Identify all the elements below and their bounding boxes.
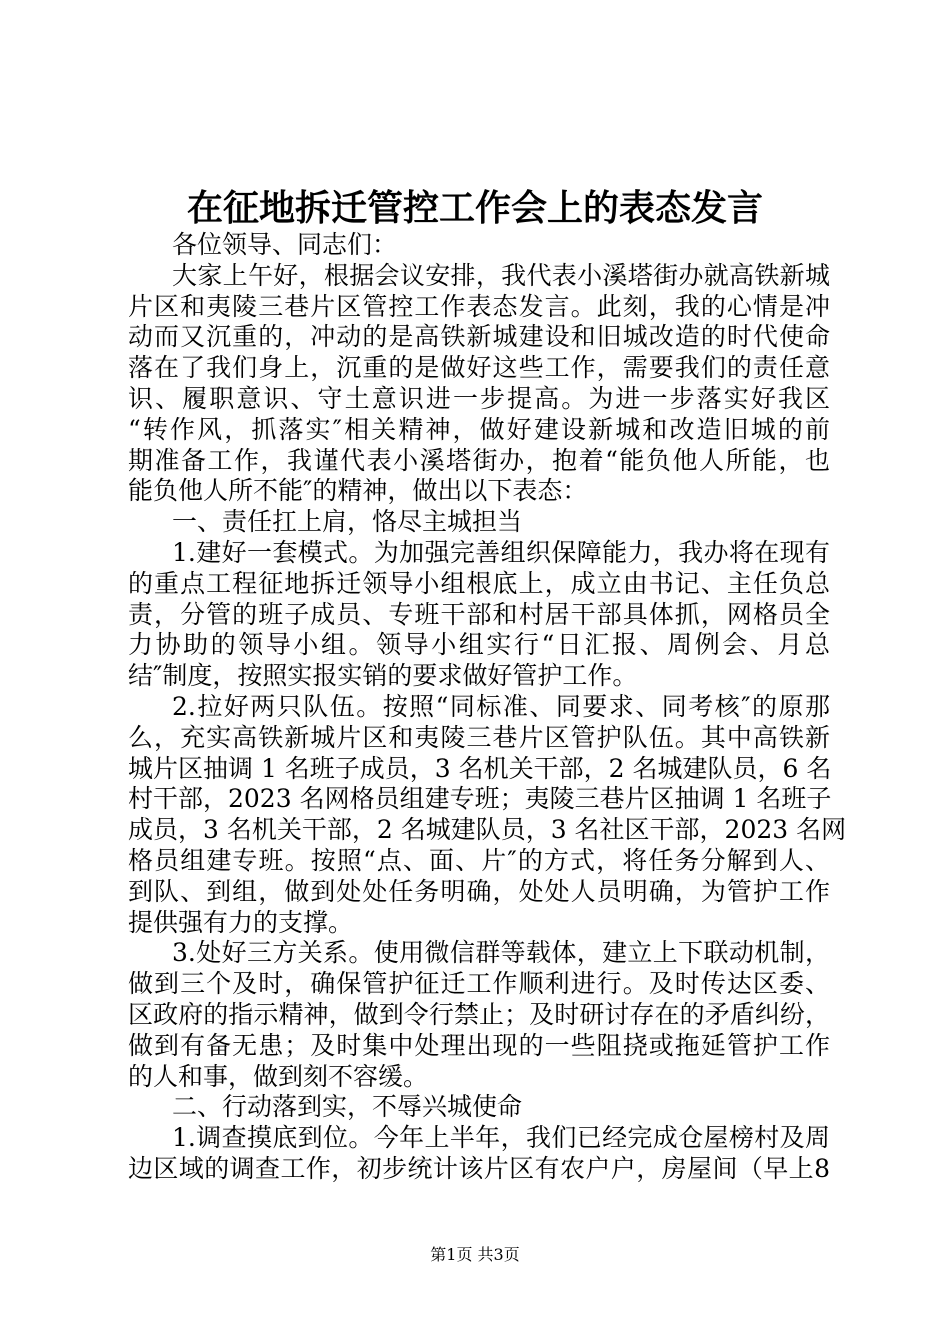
paragraph-line: 做到有备无患；及时集中处理出现的一些阻挠或拖延管护工作 [128,1030,830,1060]
document-title: 在征地拆迁管控工作会上的表态发言 [186,187,763,229]
paragraph-line: 识、履职意识、守土意识进一步提高。为进一步落实好我区 [128,383,830,413]
paragraph-line: 的重点工程征地拆迁领导小组根底上，成立由书记、主任负总 [128,568,830,598]
paragraph-line: 各位领导、同志们： [172,230,398,259]
paragraph-line: 动而又沉重的，冲动的是高铁新城建设和旧城改造的时代使命 [128,322,830,352]
paragraph-line: 一、责任扛上肩，恪尽主城担当 [172,507,523,537]
paragraph-line: 大家上午好，根据会议安排，我代表小溪塔街办就高铁新城 [172,260,830,290]
paragraph-line: 结″制度，按照实报实销的要求做好管护工作。 [128,661,638,691]
paragraph-line: 村干部，2023 名网格员组建专班；夷陵三巷片区抽调 1 名班子 [128,784,832,814]
paragraph-line: 的人和事，做到刻不容缓。 [128,1061,429,1091]
paragraph-line: 到队、到组，做到处处任务明确，处处人员明确，为管护工作 [128,876,830,906]
paragraph-line: 么，充实高铁新城片区和夷陵三巷片区管护队伍。其中高铁新 [128,722,830,752]
paragraph-line: 城片区抽调 1 名班子成员，3 名机关干部，2 名城建队员，6 名 [128,753,832,783]
paragraph-line: 2.拉好两只队伍。按照“同标准、同要求、同考核″的原那 [172,691,830,721]
paragraph-line: 提供强有力的支撑。 [128,907,354,937]
page-footer: 第1页 共3页 [430,1245,520,1264]
paragraph-line: 责，分管的班子成员、专班干部和村居干部具体抓，网格员全 [128,599,830,629]
paragraph-line: 1.调查摸底到位。今年上半年，我们已经完成仓屋榜村及周 [172,1123,830,1153]
paragraph-line: 能负他人所不能″的精神，做出以下表态： [128,476,588,506]
paragraph-line: “转作风，抓落实″相关精神，做好建设新城和改造旧城的前 [128,414,830,444]
paragraph-line: 边区域的调查工作，初步统计该片区有农户户，房屋间（早上8 [128,1153,830,1183]
paragraph-line: 成员，3 名机关干部，2 名城建队员，3 名社区干部，2023 名网 [128,815,847,845]
paragraph-line: 3.处好三方关系。使用微信群等载体，建立上下联动机制， [172,938,830,968]
document-body [128,230,847,1185]
paragraph-line: 片区和夷陵三巷片区管控工作表态发言。此刻，我的心情是冲 [128,291,830,321]
paragraph-line: 做到三个及时，确保管护征迁工作顺利进行。及时传达区委、 [128,969,830,999]
paragraph-line: 区政府的指示精神，做到令行禁止；及时研讨存在的矛盾纠纷， [128,999,830,1029]
paragraph-line: 落在了我们身上，沉重的是做好这些工作，需要我们的责任意 [128,353,830,383]
paragraph-line: 期准备工作，我谨代表小溪塔街办，抱着“能负他人所能，也 [128,445,830,475]
paragraph-line: 二、行动落到实，不辱兴城使命 [172,1092,523,1122]
paragraph-line: 1.建好一套模式。为加强完善组织保障能力，我办将在现有 [172,537,830,567]
paragraph-line: 力协助的领导小组。领导小组实行“日汇报、周例会、月总 [128,630,830,660]
paragraph-line: 格员组建专班。按照“点、面、片″的方式，将任务分解到人、 [128,845,830,875]
